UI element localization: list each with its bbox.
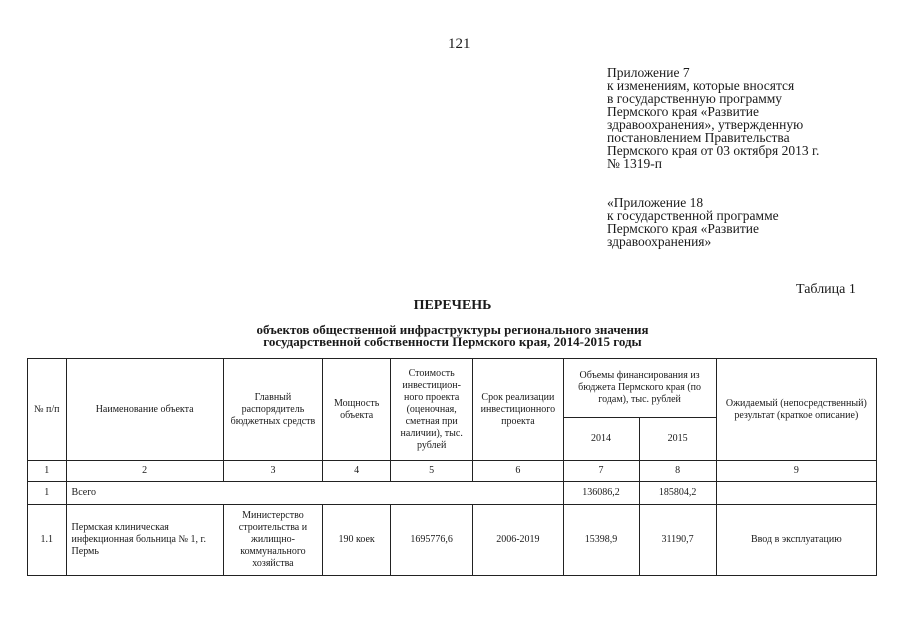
table-row	[28, 505, 877, 576]
row-result: Ввод в эксплуатацию	[716, 505, 876, 576]
infrastructure-objects-table	[27, 358, 877, 576]
row-capacity: 190 коек	[323, 505, 391, 576]
document-title: ПЕРЕЧЕНЬ	[413, 298, 492, 313]
header-year-2015: 2015	[639, 418, 716, 461]
document-subtitle-line-2: государственной собственности Пермского края, 2014-2015 годы	[263, 334, 642, 349]
header-capacity: Мощность объекта	[323, 359, 391, 461]
column-number: 9	[716, 461, 876, 482]
row-2015: 31190,7	[639, 505, 716, 576]
header-funding: Объемы финансирования из бюджета Пермского края (по годам), тыс. рублей	[563, 359, 716, 418]
header-result: Ожидаемый (непосредственный) результат (краткое описание)	[716, 359, 876, 461]
row-manager: Министерство строительства и жилищно-коммунального хозяйства	[223, 505, 322, 576]
column-number-row	[28, 461, 877, 482]
header-name: Наименование объекта	[66, 359, 223, 461]
column-number: 1	[28, 461, 67, 482]
total-2014: 136086,2	[563, 482, 639, 505]
appendix-7-line: здравоохранения», утвержденную	[607, 117, 804, 132]
header-year-2014: 2014	[563, 418, 639, 461]
appendix-18-line: «Приложение 18	[607, 195, 704, 210]
row-cost: 1695776,6	[391, 505, 473, 576]
appendix-7-line: Пермского края от 03 октября 2013 г.	[607, 143, 820, 158]
appendix-18-line: к государственной программе	[607, 208, 779, 223]
header-period: Срок реализации инвестиционного проекта	[473, 359, 563, 461]
row-period: 2006-2019	[473, 505, 563, 576]
column-number: 4	[323, 461, 391, 482]
total-2015: 185804,2	[639, 482, 716, 505]
appendix-7-block	[607, 66, 819, 170]
appendix-7-line: Приложение 7	[607, 65, 690, 80]
column-number: 3	[223, 461, 322, 482]
appendix-18-block	[607, 196, 779, 248]
total-num: 1	[28, 482, 67, 505]
appendix-18-line: Пермского края «Развитие	[607, 221, 759, 236]
column-number: 7	[563, 461, 639, 482]
appendix-7-line: Пермского края «Развитие	[607, 104, 759, 119]
header-manager: Главный распорядитель бюджетных средств	[223, 359, 322, 461]
total-label: Всего	[66, 482, 563, 505]
total-row	[28, 482, 877, 505]
page-number: 121	[448, 36, 471, 52]
header-cost: Стоимость инвестицион-ного проекта (оценочная, сметная при наличии), тыс. рублей	[391, 359, 473, 461]
row-object-name: Пермская клиническая инфекционная больница № 1, г. Пермь	[66, 505, 223, 576]
column-number: 8	[639, 461, 716, 482]
total-result	[716, 482, 876, 505]
column-number: 2	[66, 461, 223, 482]
appendix-7-line: постановлением Правительства	[607, 130, 790, 145]
appendix-7-line: к изменениям, которые вносятся	[607, 78, 795, 93]
table-header-row	[28, 359, 877, 418]
column-number: 6	[473, 461, 563, 482]
column-number: 5	[391, 461, 473, 482]
appendix-7-line: № 1319-п	[607, 156, 662, 171]
document-subtitle-line-1: объектов общественной инфраструктуры регионального значения	[256, 322, 649, 337]
header-num: № п/п	[28, 359, 67, 461]
table-label: Таблица 1	[796, 282, 856, 297]
row-num: 1.1	[28, 505, 67, 576]
appendix-18-line: здравоохранения»	[607, 234, 712, 249]
row-2014: 15398,9	[563, 505, 639, 576]
appendix-7-line: в государственную программу	[607, 91, 783, 106]
